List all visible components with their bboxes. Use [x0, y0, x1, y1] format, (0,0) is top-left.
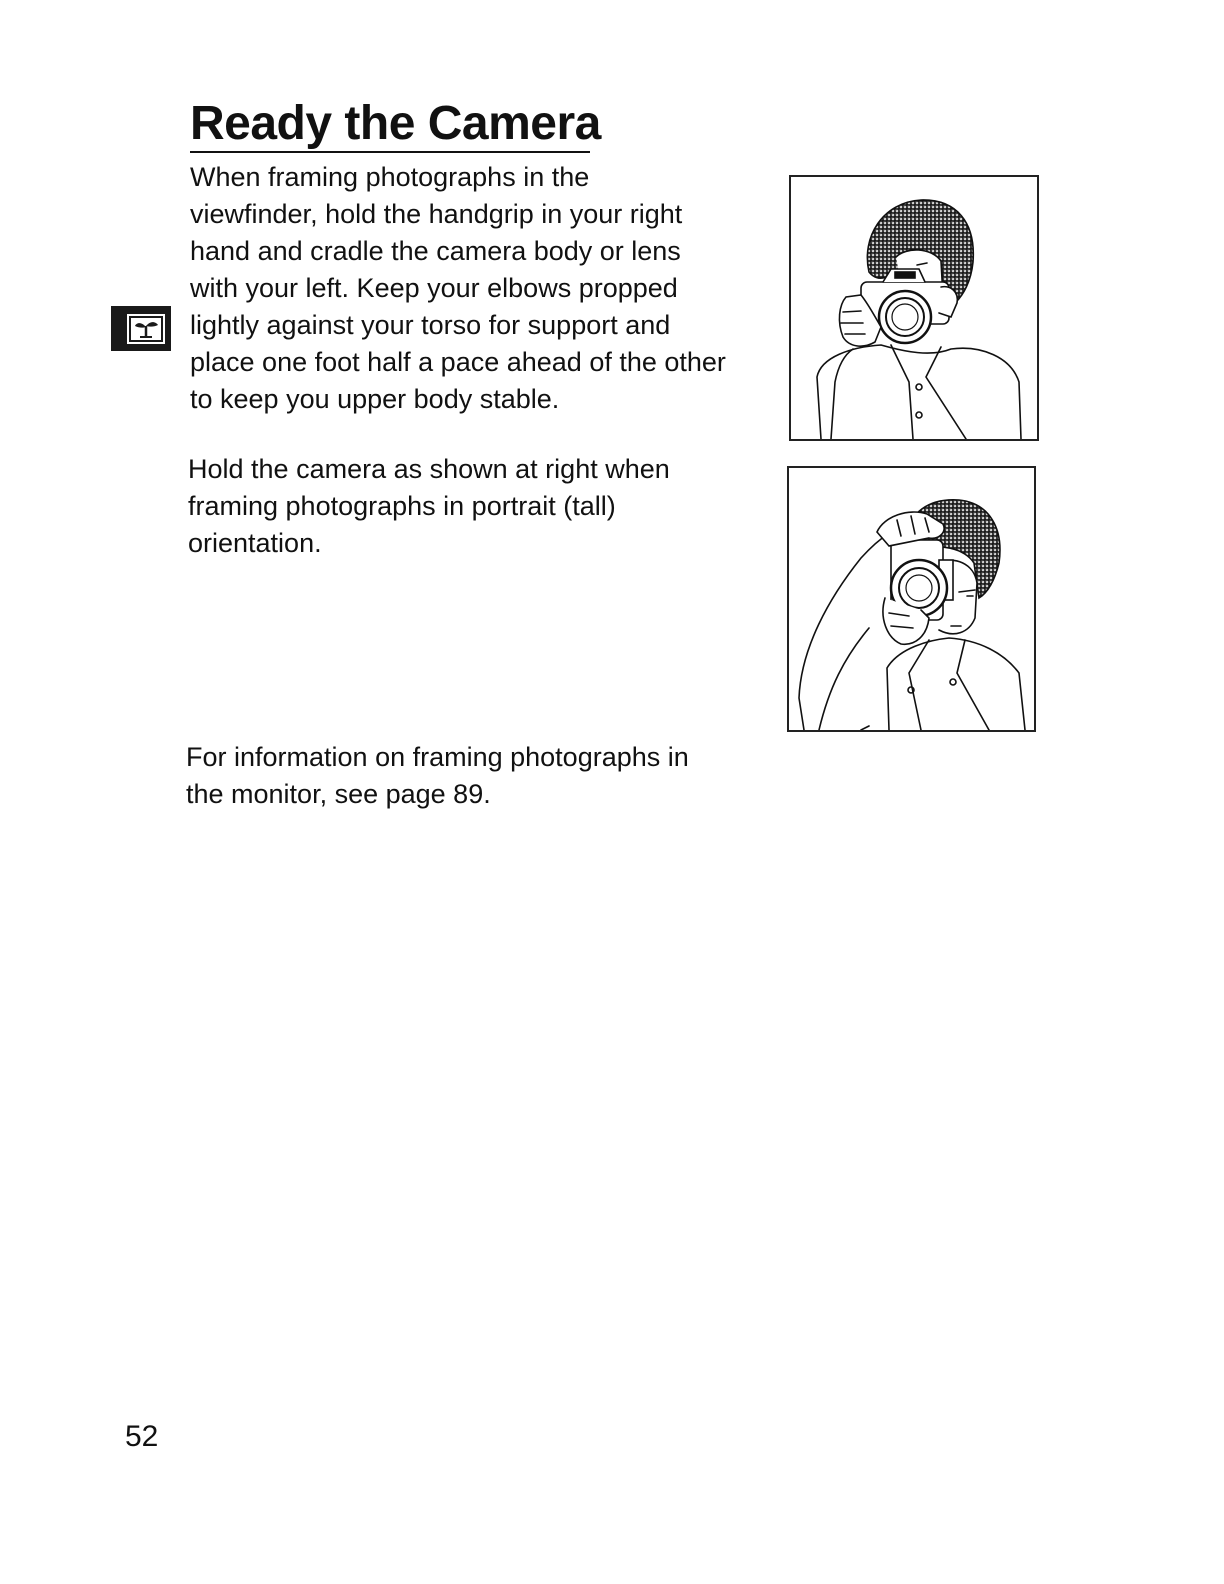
portrait-hold-illustration [787, 466, 1036, 732]
landscape-hold-illustration [789, 175, 1039, 441]
instruction-paragraph-portrait: Hold the camera as shown at right when framing photographs in portrait (tall) orientation. [188, 454, 670, 558]
sprout-tab-icon [111, 306, 171, 351]
title-underline [190, 151, 590, 153]
monitor-reference-paragraph: For information on framing photographs in the monitor, see page 89. [186, 742, 689, 809]
page-number: 52 [125, 1420, 159, 1453]
instruction-paragraph-landscape: When framing photographs in the viewfinder, hold the handgrip in your right hand and cradle the camera body or lens with your left. Keep your elbows propped lightly against your torso for support and place one foot half a pace ahead of the other to keep you upper body stable. [190, 162, 726, 414]
page-title: Ready the Camera [190, 97, 601, 150]
